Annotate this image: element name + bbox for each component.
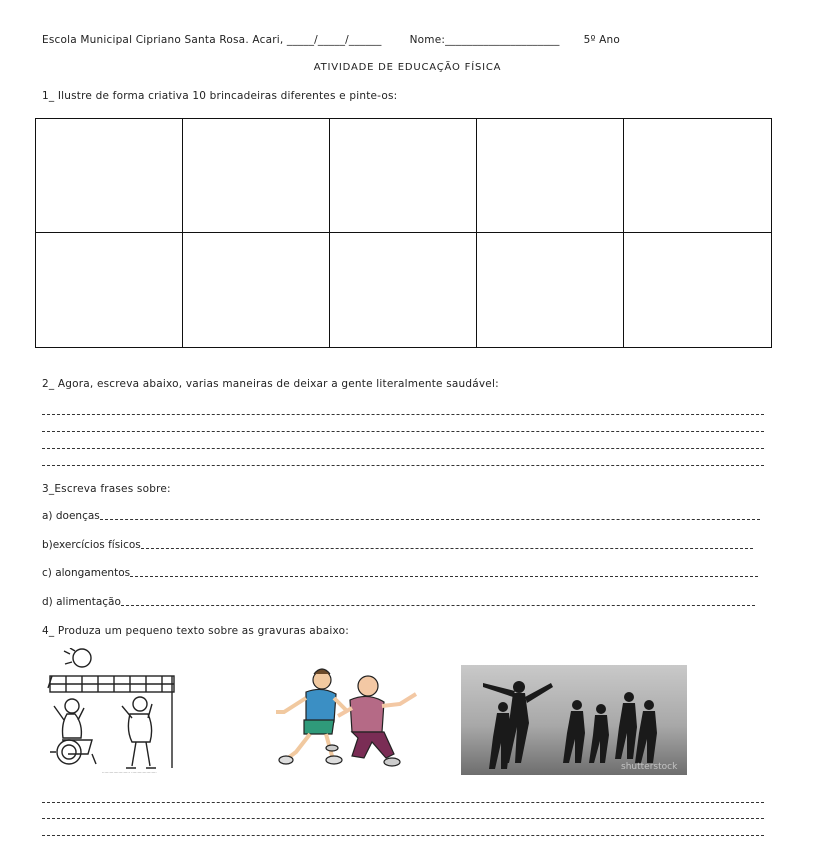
drawing-box[interactable] xyxy=(477,119,624,233)
drawing-box[interactable] xyxy=(330,233,477,347)
school-info: Escola Municipal Cipriano Santa Rosa. Acari, _____/_____/______ xyxy=(42,34,382,46)
question-2: 2_ Agora, escreva abaixo, varias maneiras de deixar a gente literalmente saudável: xyxy=(42,378,499,390)
question-4: 4_ Produza um pequeno texto sobre as gravuras abaixo: xyxy=(42,625,349,637)
fill-label: a) doenças xyxy=(42,510,100,522)
fill-item-exercicios xyxy=(42,539,753,551)
question-3: 3_Escreva frases sobre: xyxy=(42,483,171,495)
drawing-box[interactable] xyxy=(183,119,330,233)
answer-line[interactable] xyxy=(42,465,764,466)
fill-line[interactable] xyxy=(130,576,758,577)
dance-group-photo xyxy=(461,665,687,775)
drawing-box[interactable] xyxy=(36,119,183,233)
fill-label: c) alongamentos xyxy=(42,567,131,579)
photo-watermark: shutterstock xyxy=(621,762,678,772)
answer-line[interactable] xyxy=(42,414,764,415)
answer-line[interactable] xyxy=(42,818,764,819)
answer-line[interactable] xyxy=(42,835,764,836)
fill-line[interactable] xyxy=(141,548,753,549)
fill-item-doencas xyxy=(42,510,760,522)
fill-item-alimentacao xyxy=(42,596,755,608)
student-name-field[interactable]: Nome:_____________________ xyxy=(409,34,560,46)
header-line xyxy=(42,34,620,46)
fill-label: d) alimentação xyxy=(42,596,121,608)
page-title: ATIVIDADE DE EDUCAÇÃO FÍSICA xyxy=(313,62,502,73)
runners-cartoon-image xyxy=(258,662,430,774)
grade-label: 5º Ano xyxy=(583,34,620,46)
drawing-box[interactable] xyxy=(477,233,624,347)
drawing-box[interactable] xyxy=(36,233,183,347)
drawing-box[interactable] xyxy=(624,233,771,347)
answer-line[interactable] xyxy=(42,802,764,803)
drawing-box[interactable] xyxy=(183,233,330,347)
fill-label: b)exercícios físicos xyxy=(42,539,141,551)
question-1: 1_ Ilustre de forma criativa 10 brincadeiras diferentes e pinte-os: xyxy=(42,90,398,102)
drawing-grid xyxy=(35,118,772,348)
answer-line[interactable] xyxy=(42,431,764,432)
fill-item-alongamentos xyxy=(42,567,758,579)
fill-line[interactable] xyxy=(100,519,760,520)
drawing-box[interactable] xyxy=(624,119,771,233)
drawing-box[interactable] xyxy=(330,119,477,233)
volleyball-wheelchair-image xyxy=(42,648,178,778)
fill-line[interactable] xyxy=(121,605,755,606)
answer-line[interactable] xyxy=(42,448,764,449)
volley-caption: ...................... .................... xyxy=(102,769,157,774)
